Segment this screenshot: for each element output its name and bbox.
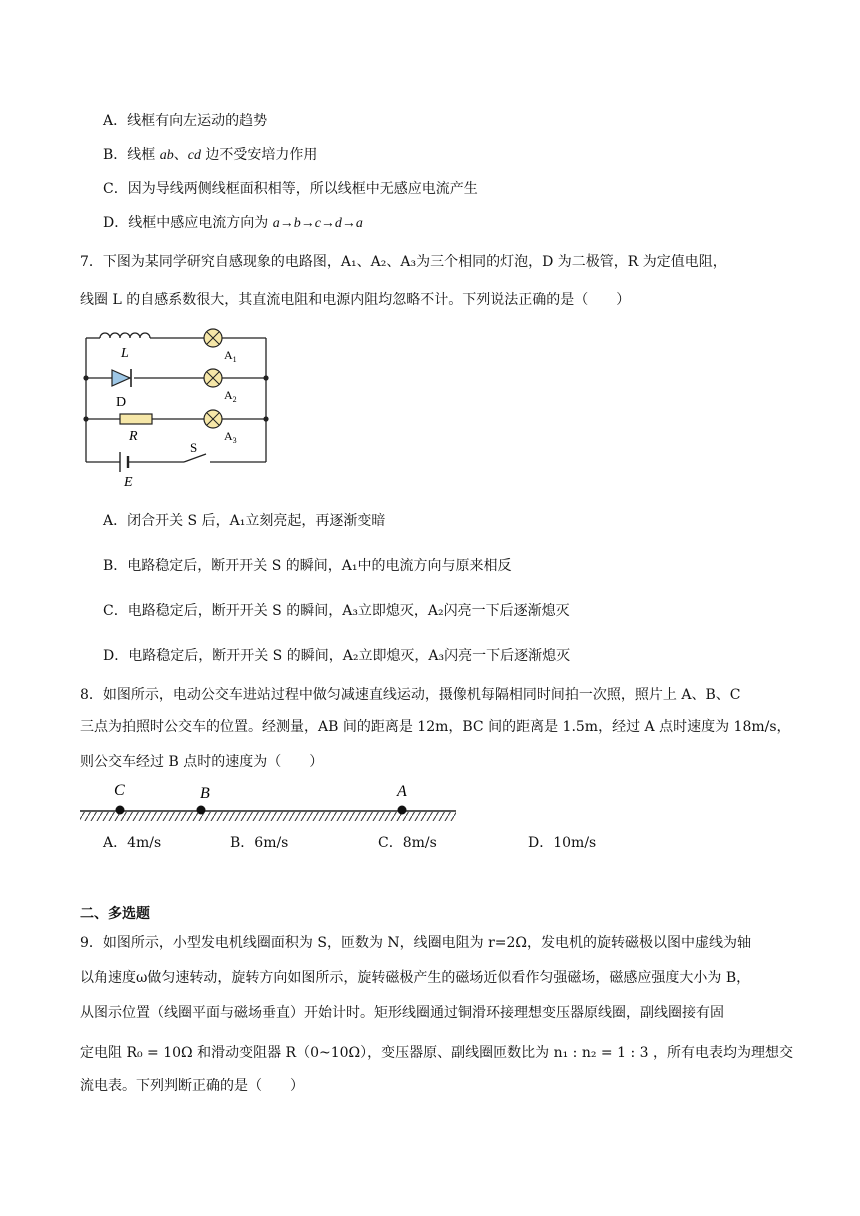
label-e: E bbox=[124, 475, 133, 490]
lamp-a1-icon bbox=[204, 329, 222, 347]
q6-option-b bbox=[103, 145, 317, 166]
lamp-a3-icon bbox=[204, 410, 222, 428]
point-c-dot bbox=[116, 806, 125, 815]
label-a1: $A_1$ bbox=[224, 348, 237, 364]
q7-stem-line2: 线圈 L 的自感系数很大，其直流电阻和电源内阻均忽略不计。下列说法正确的是（ ） bbox=[80, 292, 631, 308]
point-b-dot bbox=[197, 806, 206, 815]
q9-stem-line5: 流电表。下列判断正确的是（ ） bbox=[80, 1078, 304, 1094]
q7-option-c: C．电路稳定后，断开开关 S 的瞬间，A₃立即熄灭，A₂闪亮一下后逐渐熄灭 bbox=[103, 603, 570, 619]
q8-option-b: B．6m/s bbox=[230, 835, 289, 851]
q8-road-diagram bbox=[76, 776, 460, 826]
section-title-multiple-choice: 二、多选题 bbox=[80, 906, 150, 922]
q9-stem-line3: 从图示位置（线圈平面与磁场垂直）开始计时。矩形线圈通过铜滑环接理想变压器原线圈，副线圈接有固 bbox=[80, 1005, 724, 1021]
q7-circuit-diagram bbox=[76, 322, 276, 492]
label-a3: $A_3$ bbox=[224, 429, 237, 445]
q6-option-b-prefix: B．线框 bbox=[103, 147, 160, 163]
q7-option-d: D．电路稳定后，断开开关 S 的瞬间，A₂立即熄灭，A₃闪亮一下后逐渐熄灭 bbox=[103, 648, 571, 664]
q6-current-path: a→b→c→d→a bbox=[272, 216, 363, 231]
q6-var-cd: cd bbox=[187, 148, 201, 163]
q8-option-a: A．4m/s bbox=[103, 835, 162, 851]
q8-stem-line3: 则公交车经过 B 点时的速度为（ ） bbox=[80, 754, 324, 770]
q8-option-d: D．10m/s bbox=[528, 835, 597, 851]
resistor-symbol bbox=[120, 414, 152, 424]
label-point-b: B bbox=[200, 785, 210, 802]
junction-dots bbox=[83, 375, 268, 421]
q6-option-a: A．线框有向左运动的趋势 bbox=[103, 113, 268, 129]
switch-blade bbox=[184, 454, 206, 462]
q8-stem-line2: 三点为拍照时公交车的位置。经测量，AB 间的距离是 12m，BC 间的距离是 1.5m，经过 A 点时速度为 18m/s， bbox=[80, 719, 791, 735]
q7-option-a: A．闭合开关 S 后，A₁立刻亮起，再逐渐变暗 bbox=[103, 513, 386, 529]
q6-option-d-prefix: D．线框中感应电流方向为 bbox=[103, 215, 273, 231]
label-a2: $A_2$ bbox=[224, 388, 237, 404]
label-point-c: C bbox=[114, 782, 125, 799]
label-l: L bbox=[121, 346, 129, 361]
point-a-dot bbox=[398, 806, 407, 815]
q6-option-c: C．因为导线两侧线框面积相等，所以线框中无感应电流产生 bbox=[103, 181, 478, 197]
q6-option-b-suffix: 边不受安培力作用 bbox=[200, 147, 318, 163]
q6-var-ab: ab bbox=[159, 148, 174, 163]
label-r: R bbox=[129, 429, 138, 444]
label-point-a: A bbox=[397, 783, 407, 800]
q9-stem-line4: 定电阻 R₀ = 10Ω 和滑动变阻器 R（0~10Ω），变压器原、副线圈匝数比为 n₁ : n₂ = 1 : 3 ，所有电表均为理想交 bbox=[80, 1045, 793, 1061]
battery-symbol bbox=[120, 452, 128, 472]
q9-stem-line2: 以角速度ω做匀速转动，旋转方向如图所示，旋转磁极产生的磁场近似看作匀强磁场，磁感应强度大小为 B， bbox=[80, 970, 751, 986]
q9-stem-line1: 9．如图所示，小型发电机线圈面积为 S，匝数为 N，线圈电阻为 r=2Ω，发电机的旋转磁极以图中虚线为轴 bbox=[80, 935, 752, 951]
label-s: S bbox=[190, 440, 198, 455]
q7-option-b: B．电路稳定后，断开开关 S 的瞬间，A₁中的电流方向与原来相反 bbox=[103, 558, 512, 574]
label-d: D bbox=[116, 395, 127, 410]
diode-symbol bbox=[112, 369, 131, 387]
lamp-a2-icon bbox=[204, 369, 222, 387]
q7-stem-line1: 7．下图为某同学研究自感现象的电路图，A₁、A₂、A₃为三个相同的灯泡，D 为二极管，R 为定值电阻， bbox=[80, 254, 727, 270]
q8-option-c: C．8m/s bbox=[378, 835, 437, 851]
q6-option-d bbox=[103, 213, 363, 234]
inductor-coil bbox=[100, 333, 150, 338]
q6-option-b-sep: 、 bbox=[173, 147, 188, 163]
q8-stem-line1: 8．如图所示，电动公交车进站过程中做匀减速直线运动，摄像机每隔相同时间拍一次照，照片上 A、B、C bbox=[80, 687, 741, 703]
